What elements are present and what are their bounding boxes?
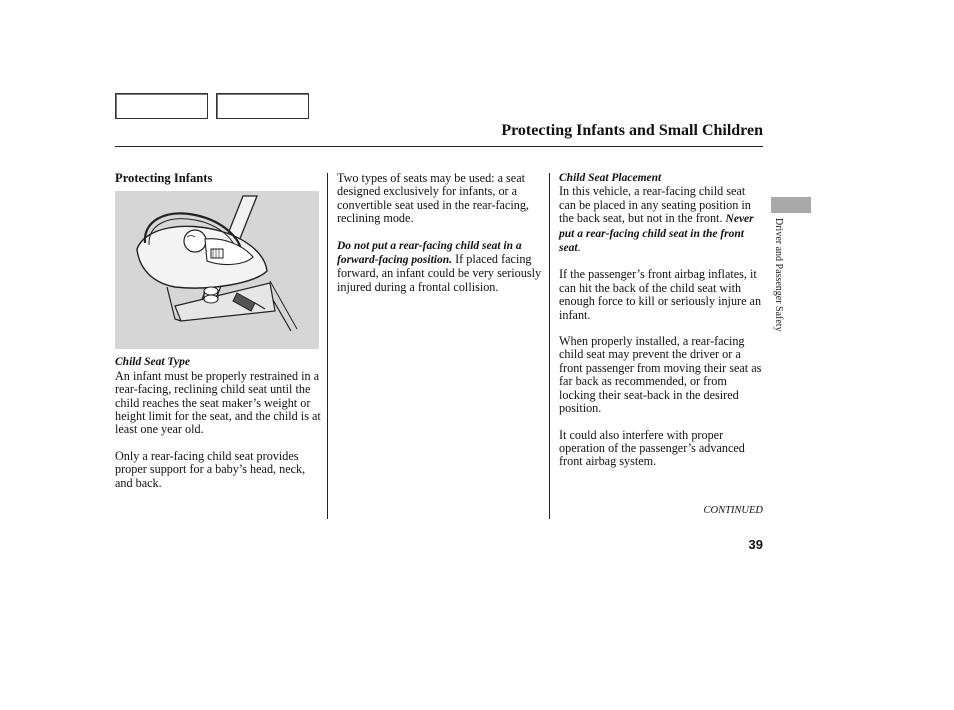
paragraph	[559, 185, 765, 255]
page-number: 39	[748, 537, 763, 552]
rear-facing-infant-seat-illustration	[115, 191, 319, 349]
paragraph: If the passenger’s front airbag inflates, it can hit the back of the child seat with enough force to kill or seriously injure an infant.	[559, 267, 762, 322]
warning-text: Never put a rear-facing child seat in the front seat	[559, 213, 754, 255]
paragraph-text: .	[577, 240, 581, 255]
paragraph: It could also interfere with proper operation of the passenger’s advanced front airbag system.	[559, 427, 745, 469]
paragraph-text: In this vehicle, a rear-facing child seat can be placed in any seating position in the back seat, but not in the front.	[559, 184, 751, 226]
nav-button-next[interactable]	[216, 93, 309, 119]
section-heading: Protecting Infants	[115, 171, 213, 185]
section-label: Driver and Passenger Safety	[773, 218, 784, 332]
paragraph: An infant must be properly restrained in a rear-facing, reclining child seat until the child reaches the seat maker’s weight or height limit for the seat, and the child is at least one year old.	[115, 368, 321, 437]
nav-button-previous[interactable]	[115, 93, 208, 119]
continued-label: CONTINUED	[703, 505, 763, 516]
column-divider	[549, 173, 550, 519]
section-tab[interactable]	[771, 197, 811, 213]
page-title: Protecting Infants and Small Children	[501, 122, 763, 139]
column-right	[559, 172, 765, 482]
paragraph: When properly installed, a rear-facing child seat may prevent the driver or a front passenger from moving their seat as far back as recommended, or from locking their seat-back in the desired position.	[559, 334, 762, 416]
subheading-child-seat-placement: Child Seat Placement	[559, 172, 662, 184]
warning-paragraph	[337, 239, 545, 295]
paragraph: Two types of seats may be used: a seat designed exclusively for infants, or a convertible seat used in the rear-facing, reclining mode.	[337, 171, 529, 226]
title-rule	[115, 146, 763, 147]
column-divider	[327, 173, 328, 519]
subheading-child-seat-type: Child Seat Type	[115, 356, 190, 369]
paragraph: Only a rear-facing child seat provides proper support for a baby’s head, neck, and back.	[115, 448, 306, 490]
column-middle	[337, 172, 545, 307]
column-left	[115, 172, 325, 503]
warning-text: Do not put a rear-facing child seat in a forward-facing position.	[337, 239, 522, 267]
infant-seat-icon	[115, 191, 319, 349]
warning-continuation: If placed facing forward, an infant could be very seriously injured during a frontal collision.	[337, 252, 542, 294]
